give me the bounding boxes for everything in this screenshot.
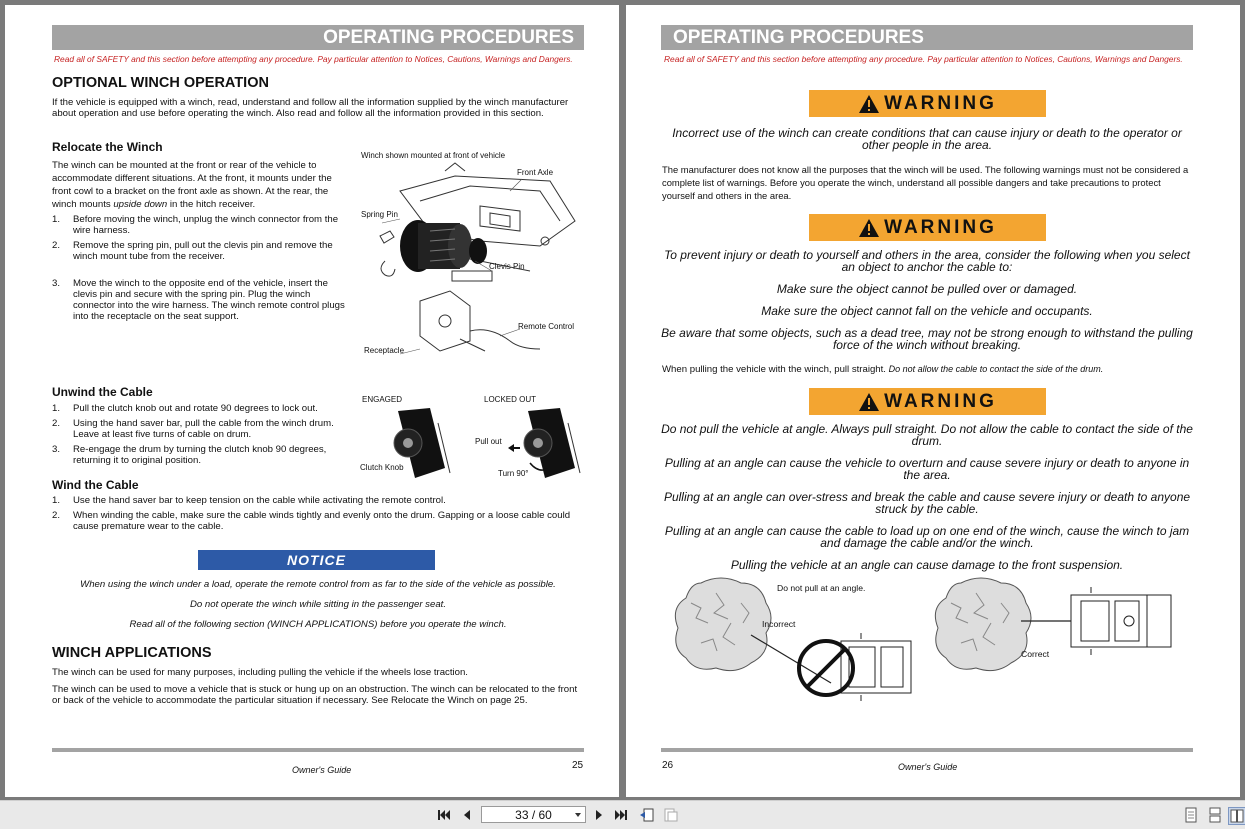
label-clutch-knob: Clutch Knob — [360, 463, 404, 472]
warning-text: Make sure the object cannot be pulled over or damaged. — [776, 282, 1078, 296]
unwind-step: 3. Re-engage the drum by turning the clutch knob 90 degrees, returning it to original position. — [52, 444, 327, 466]
label-correct: Correct — [1021, 649, 1050, 659]
label-incorrect: Incorrect — [762, 619, 796, 629]
left-page — [5, 5, 619, 797]
warning-text: Make sure the object cannot fall on the vehicle and occupants. — [761, 304, 1093, 318]
footer-title: Owner's Guide — [898, 762, 958, 772]
warning-text: Pulling at an angle can cause the cable to load up on one end of the winch, cause the winch to jam and damage the cable and/or the winch. — [664, 524, 1190, 550]
label-pull-out: Pull out — [475, 437, 502, 446]
notice-banner: NOTICE — [198, 550, 435, 570]
back-view-icon — [639, 807, 655, 823]
header-bar — [661, 25, 1193, 50]
wind-step: 2. When winding the cable, make sure the cable winds tightly and evenly onto the drum. Gapping or a loose cable could cause premature wear to the cable. — [52, 510, 571, 532]
applications-title: WINCH APPLICATIONS — [52, 645, 212, 661]
next-page-icon — [594, 809, 604, 821]
tree-icon — [935, 578, 1031, 671]
label-remote-control: Remote Control — [518, 322, 575, 331]
label-receptacle: Receptacle — [364, 346, 405, 355]
facing-pages-icon — [1230, 809, 1244, 823]
warning-text: Incorrect use of the winch can create conditions that can cause injury or death to the operator or other people in the area. — [672, 126, 1182, 152]
warning-icon — [858, 392, 880, 412]
footer-rule — [661, 748, 1193, 752]
continuous-page-icon — [1208, 807, 1222, 823]
label-turn: Turn 90° — [498, 469, 529, 478]
continuous-view-button[interactable] — [1207, 807, 1223, 823]
notice-line: When using the winch under a load, operate the remote control from as far to the side of the vehicle as possible. — [80, 579, 556, 590]
safety-note: Read all of SAFETY and this section before attempting any procedure. Pay particular attention to Notices, Cautions, Warnings and Dangers. — [54, 54, 573, 64]
label-clevis-pin: Clevis Pin — [489, 262, 525, 271]
relocate-step: 3. Move the winch to the opposite end of the vehicle, insert the clevis pin and secure with the spring pin. Plug the winch connector into the wire harness. The winch remote control plugs into the receptacle on the seat support. — [52, 278, 345, 322]
label-front-axle: Front Axle — [517, 168, 554, 177]
first-page-icon — [437, 809, 451, 821]
single-page-icon — [1184, 807, 1198, 823]
footer-title: Owner's Guide — [292, 765, 352, 775]
page-number: 25 — [572, 760, 584, 771]
warning-banner: WARNING — [809, 214, 1046, 241]
applications-p1: The winch can be used for many purposes, including pulling the vehicle if the wheels lose traction. — [52, 667, 468, 678]
unwind-step: 2. Using the hand saver bar, pull the cable from the winch drum. Leave at least five turns of cable on drum. — [52, 418, 334, 440]
warning-icon — [858, 94, 880, 114]
warning-text: Pulling at an angle can cause the vehicle to overturn and cause severe injury or death to anyone in the area. — [664, 456, 1190, 482]
warning-text: Do not pull the vehicle at angle. Always pull straight. Do not allow the cable to contact the side of the drum. — [661, 422, 1193, 448]
tree-icon — [675, 578, 771, 671]
warning-text: To prevent injury or death to yourself and others in the area, consider the following when you select an object to anchor the cable to: — [664, 248, 1190, 274]
section-title: OPTIONAL WINCH OPERATION — [52, 75, 269, 91]
relocate-step: 2. Remove the spring pin, pull out the clevis pin and remove the winch mount tube from the receiver. — [52, 240, 333, 262]
header-title: OPERATING PROCEDURES — [673, 27, 924, 48]
wind-step: 1. Use the hand saver bar to keep tension on the cable while activating the remote control. — [52, 495, 446, 506]
label-spring-pin: Spring Pin — [361, 210, 398, 219]
prev-page-button[interactable] — [459, 807, 475, 823]
relocate-title: Relocate the Winch — [52, 140, 163, 154]
viewer-toolbar — [0, 800, 1245, 829]
forward-view-icon — [663, 807, 679, 823]
warning-icon — [858, 218, 880, 238]
relocate-paragraph: The winch can be mounted at the front or rear of the vehicle to accommodate different situations. At the front, it mounts under the front cowl to a bracket on the front axle as shown. At the rear, the winch mounts upside down in the hitch receiver. — [52, 160, 332, 210]
notice-line: Do not operate the winch while sitting in the passenger seat. — [190, 599, 446, 610]
warning-banner: WARNING — [809, 90, 1046, 117]
winch-mount-illustration — [360, 161, 590, 361]
forward-view-button[interactable] — [663, 807, 679, 823]
applications-p2: The winch can be used to move a vehicle that is stuck or hung up on an obstruction. The winch can be relocated to the front or back of the vehicle to accommodate the particular situation if necessary. See Relocate the Winch on page 25. — [52, 684, 578, 706]
page-number: 26 — [662, 760, 674, 771]
warning-banner: WARNING — [809, 388, 1046, 415]
label-no-angle: Do not pull at an angle. — [777, 583, 866, 593]
back-view-button[interactable] — [639, 807, 655, 823]
header-bar — [52, 25, 584, 50]
safety-note: Read all of SAFETY and this section before attempting any procedure. Pay particular attention to Notices, Cautions, Warnings and Dangers. — [664, 54, 1183, 64]
chevron-down-icon — [575, 813, 581, 817]
right-page — [626, 5, 1240, 797]
warning-text: Pulling the vehicle at an angle can cause damage to the front suspension. — [730, 558, 1124, 572]
intro-paragraph: If the vehicle is equipped with a winch, read, understand and follow all the information supplied by the winch manufacturer about operation and use before operating the winch. Also read and follow all the information provided in this section. — [52, 97, 569, 119]
pull-straight-paragraph: When pulling the vehicle with the winch, pull straight. Do not allow the cable to contact the side of the drum. — [662, 364, 1104, 375]
header-title: OPERATING PROCEDURES — [323, 27, 574, 48]
unwind-title: Unwind the Cable — [52, 385, 153, 399]
figure-caption: Winch shown mounted at front of vehicle — [361, 151, 506, 160]
facing-view-button[interactable] — [1228, 807, 1245, 825]
relocate-step: 1. Before moving the winch, unplug the winch connector from the wire harness. — [52, 214, 339, 236]
label-locked-out: LOCKED OUT — [484, 395, 537, 404]
page-indicator[interactable]: 33 / 60 — [481, 806, 586, 823]
warning-text: Be aware that some objects, such as a dead tree, may not be strong enough to withstand the pulling force of the winch without breaking. — [661, 326, 1193, 352]
manufacturer-paragraph: The manufacturer does not know all the purposes that the winch will be used. The following warnings must not be considered a complete list of warnings. Before you operate the winch, understand all possible dangers and take precautions to protect yourself and others in the area. — [662, 164, 1189, 201]
last-page-icon — [614, 809, 628, 821]
label-engaged: ENGAGED — [362, 395, 403, 404]
prev-page-icon — [462, 809, 472, 821]
wind-title: Wind the Cable — [52, 478, 139, 492]
first-page-button[interactable] — [436, 807, 452, 823]
warning-text: Pulling at an angle can over-stress and break the cable and cause severe injury or death to anyone struck by the cable. — [663, 490, 1191, 516]
footer-rule — [52, 748, 584, 752]
next-page-button[interactable] — [591, 807, 607, 823]
single-page-view-button[interactable] — [1183, 807, 1199, 823]
pulling-illustration — [671, 573, 1181, 701]
notice-line: Read all of the following section (WINCH APPLICATIONS) before you operate the winch. — [129, 619, 507, 630]
last-page-button[interactable] — [613, 807, 629, 823]
unwind-step: 1. Pull the clutch knob out and rotate 90 degrees to lock out. — [52, 403, 318, 414]
